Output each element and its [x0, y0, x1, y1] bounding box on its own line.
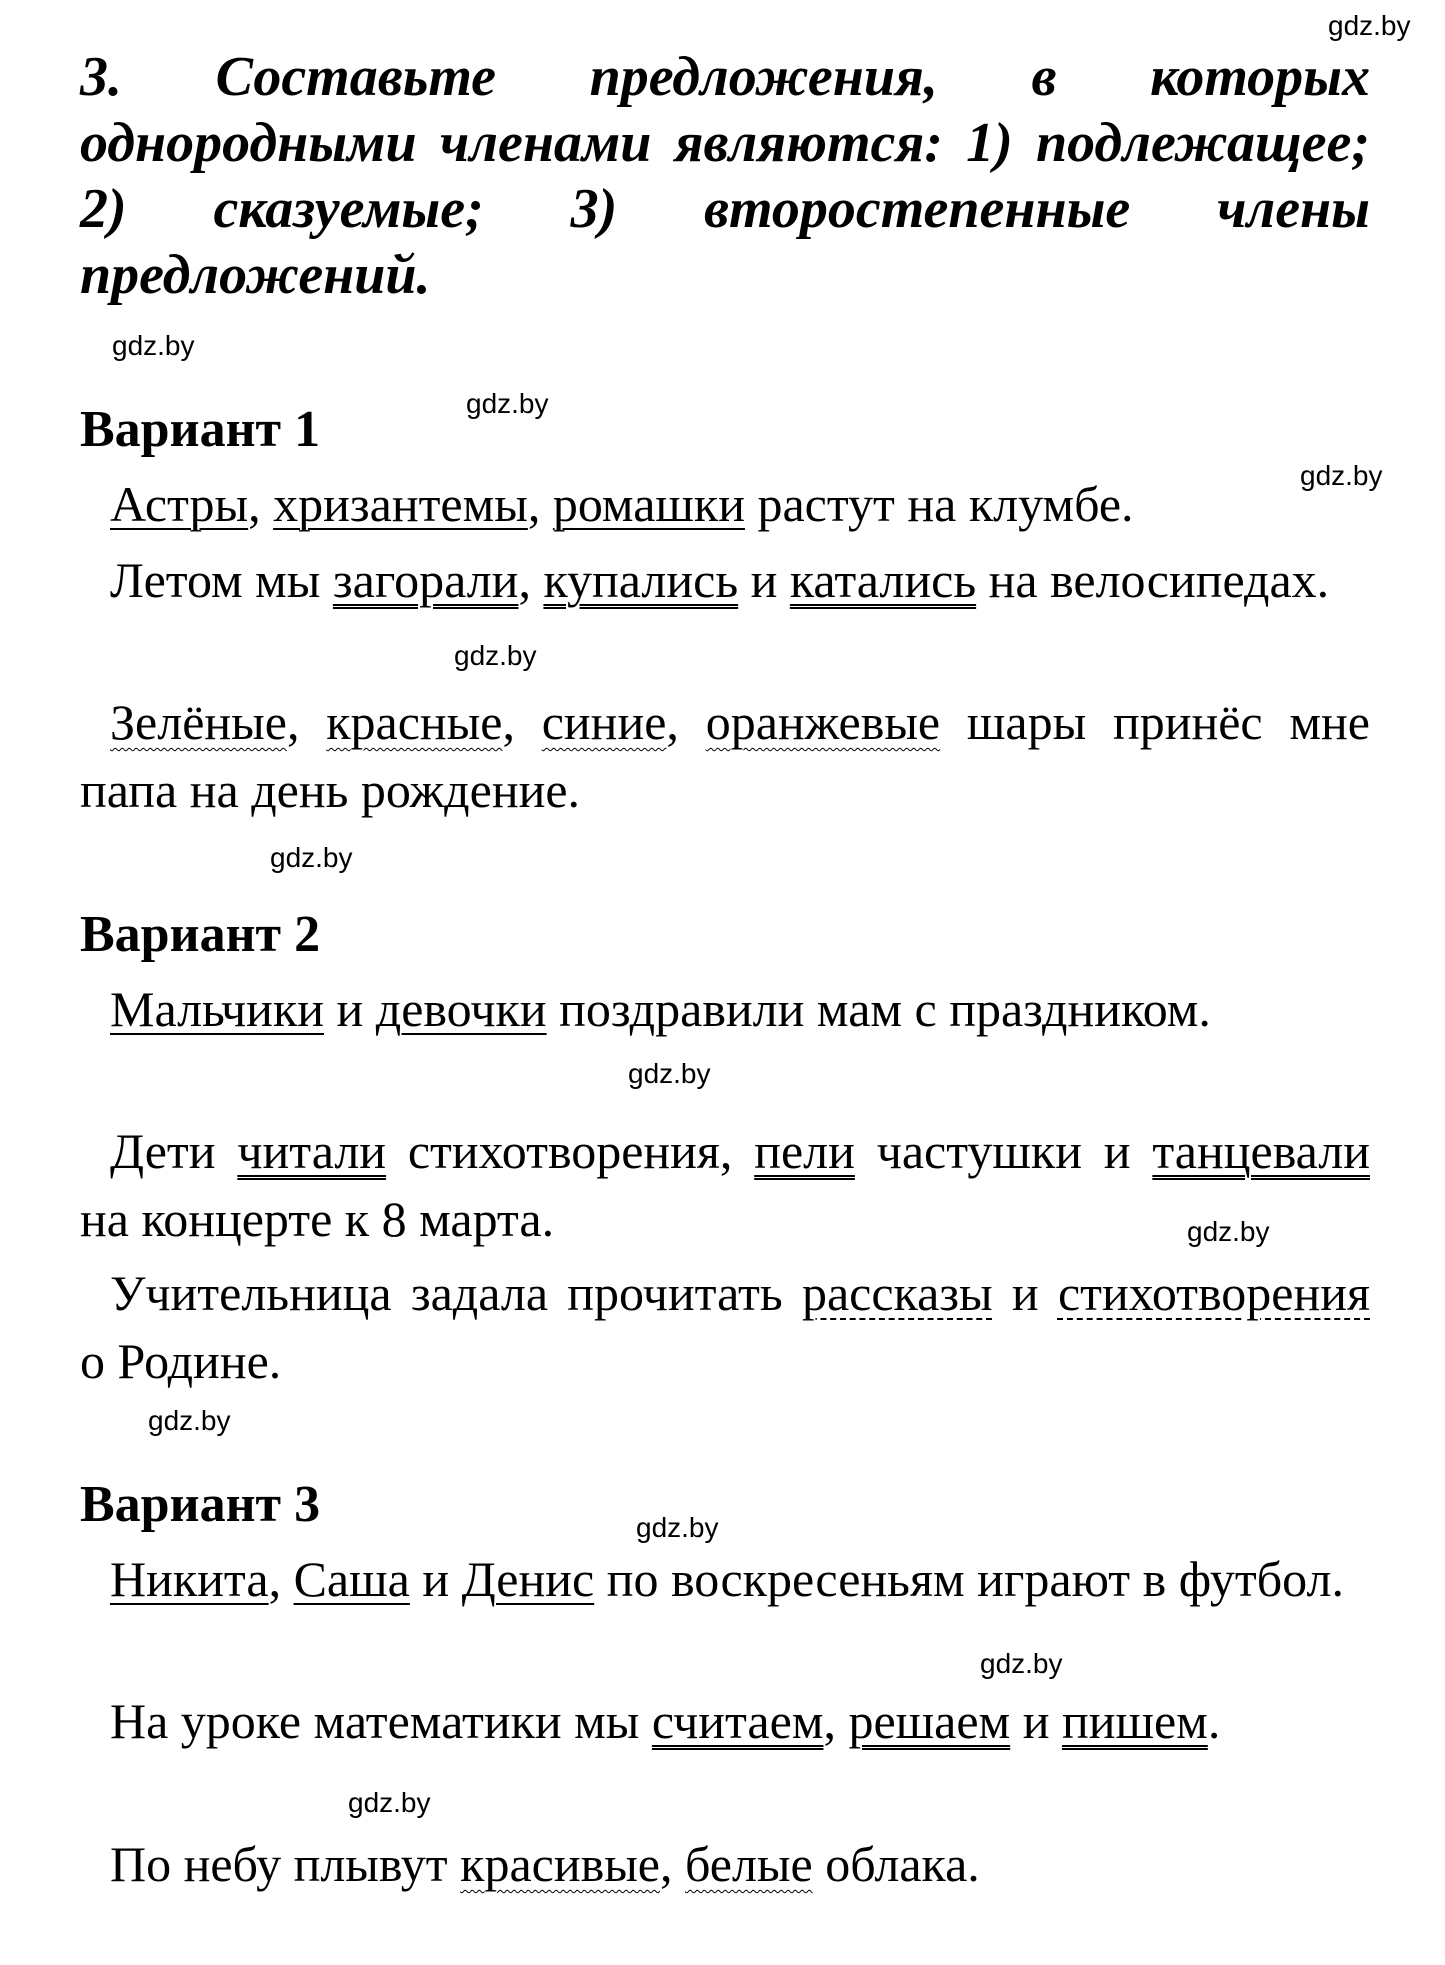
underlined-word-double: купались	[543, 552, 739, 608]
watermark: gdz.by	[1300, 460, 1383, 491]
task-heading: 3. Составьте предложения, в которых однородными членами являются: 1) подлежащее; 2) сказуемые; 3) второстепенные члены предложений.	[80, 46, 1370, 306]
sentence-text: и	[1010, 1693, 1062, 1749]
underlined-word-single: девочки	[375, 981, 547, 1037]
underlined-word-wavy: белые	[685, 1836, 813, 1892]
variant-2-sentence-2	[80, 1117, 1370, 1253]
sentence-text: Учительница задала прочитать	[110, 1265, 802, 1321]
underlined-word-single: Астры	[110, 476, 249, 532]
sentence-text: на велосипедах.	[976, 552, 1330, 608]
sentence-text: На уроке математики мы	[110, 1693, 652, 1749]
underlined-word-double: решаем	[848, 1693, 1011, 1749]
watermark: gdz.by	[980, 1648, 1063, 1679]
underlined-word-double: считаем	[651, 1693, 824, 1749]
underlined-word-single: Саша	[293, 1551, 410, 1607]
underlined-word-double: читали	[237, 1123, 387, 1179]
variant-1-sentence-2	[80, 546, 1370, 614]
underlined-word-double: танцевали	[1152, 1123, 1370, 1179]
sentence-text: по воскресеньям играют в футбол.	[594, 1551, 1344, 1607]
underlined-word-wavy: оранжевые	[705, 694, 941, 750]
sentence-text: ,	[268, 1551, 294, 1607]
sentence-text: и	[409, 1551, 462, 1607]
variant-2-sentence-3	[80, 1259, 1370, 1395]
watermark: gdz.by	[454, 640, 537, 671]
variant-1-title: Вариант 1	[80, 401, 321, 458]
watermark: gdz.by	[466, 388, 549, 419]
underlined-word-wavy: синие	[541, 694, 667, 750]
variant-3-title: Вариант 3	[80, 1476, 321, 1533]
sentence-text: поздравили мам с праздником.	[546, 981, 1211, 1037]
variant-3-sentence-3	[80, 1830, 1370, 1898]
sentence-text: стихотворения,	[386, 1123, 755, 1179]
underlined-word-single: Денис	[461, 1551, 595, 1607]
variant-1-sentence-1	[80, 470, 1370, 538]
underlined-word-double: катались	[789, 552, 977, 608]
watermark: gdz.by	[628, 1058, 711, 1089]
sentence-text: ,	[527, 476, 553, 532]
sentence-text: облака.	[812, 1836, 980, 1892]
watermark: gdz.by	[112, 330, 195, 361]
variant-2-sentence-1	[80, 975, 1370, 1043]
watermark: gdz.by	[348, 1787, 431, 1818]
sentence-text: ,	[248, 476, 274, 532]
sentence-text: .	[1207, 1693, 1221, 1749]
underlined-word-double: пишем	[1061, 1693, 1208, 1749]
sentence-text: Летом мы	[110, 552, 333, 608]
sentence-text: на концерте к 8 марта.	[80, 1191, 555, 1247]
sentence-text: Дети	[110, 1123, 238, 1179]
underlined-word-wavy: красивые	[460, 1836, 660, 1892]
sentence-text: ,	[518, 552, 544, 608]
sentence-text: шары принёс мне папа на день рождение.	[80, 694, 1370, 818]
underlined-word-single: Никита	[110, 1551, 269, 1607]
watermark: gdz.by	[636, 1512, 719, 1543]
underlined-word-single: ромашки	[552, 476, 745, 532]
sentence-text: и	[992, 1265, 1058, 1321]
underlined-word-single: хризантемы	[273, 476, 528, 532]
sentence-text: и	[324, 981, 376, 1037]
watermark: gdz.by	[1187, 1216, 1270, 1247]
sentence-text: По небу плывут	[110, 1836, 461, 1892]
sentence-text: и	[738, 552, 790, 608]
sentence-text: частушки и	[854, 1123, 1153, 1179]
sentence-text: о Родине.	[80, 1333, 282, 1389]
watermark: gdz.by	[270, 842, 353, 873]
variant-3-sentence-2	[80, 1687, 1370, 1755]
underlined-word-dashed: рассказы	[801, 1265, 993, 1321]
underlined-word-dashed: стихотворения	[1057, 1265, 1370, 1321]
sentence-text: растут на клумбе.	[744, 476, 1134, 532]
underlined-word-double: загорали	[332, 552, 519, 608]
variant-1-sentence-3	[80, 688, 1370, 824]
sentence-text: ,	[823, 1693, 849, 1749]
sentence-text: ,	[286, 694, 327, 750]
underlined-word-double: пели	[754, 1123, 855, 1179]
underlined-word-single: Мальчики	[110, 981, 324, 1037]
watermark: gdz.by	[148, 1405, 231, 1436]
sentence-text: ,	[502, 694, 542, 750]
sentence-text: ,	[666, 694, 706, 750]
sentence-text: ,	[660, 1836, 685, 1892]
underlined-word-wavy: Зелёные	[110, 694, 287, 750]
variant-2-title: Вариант 2	[80, 906, 321, 963]
variant-3-sentence-1	[80, 1545, 1370, 1613]
watermark: gdz.by	[1328, 10, 1411, 41]
underlined-word-wavy: красные	[326, 694, 503, 750]
